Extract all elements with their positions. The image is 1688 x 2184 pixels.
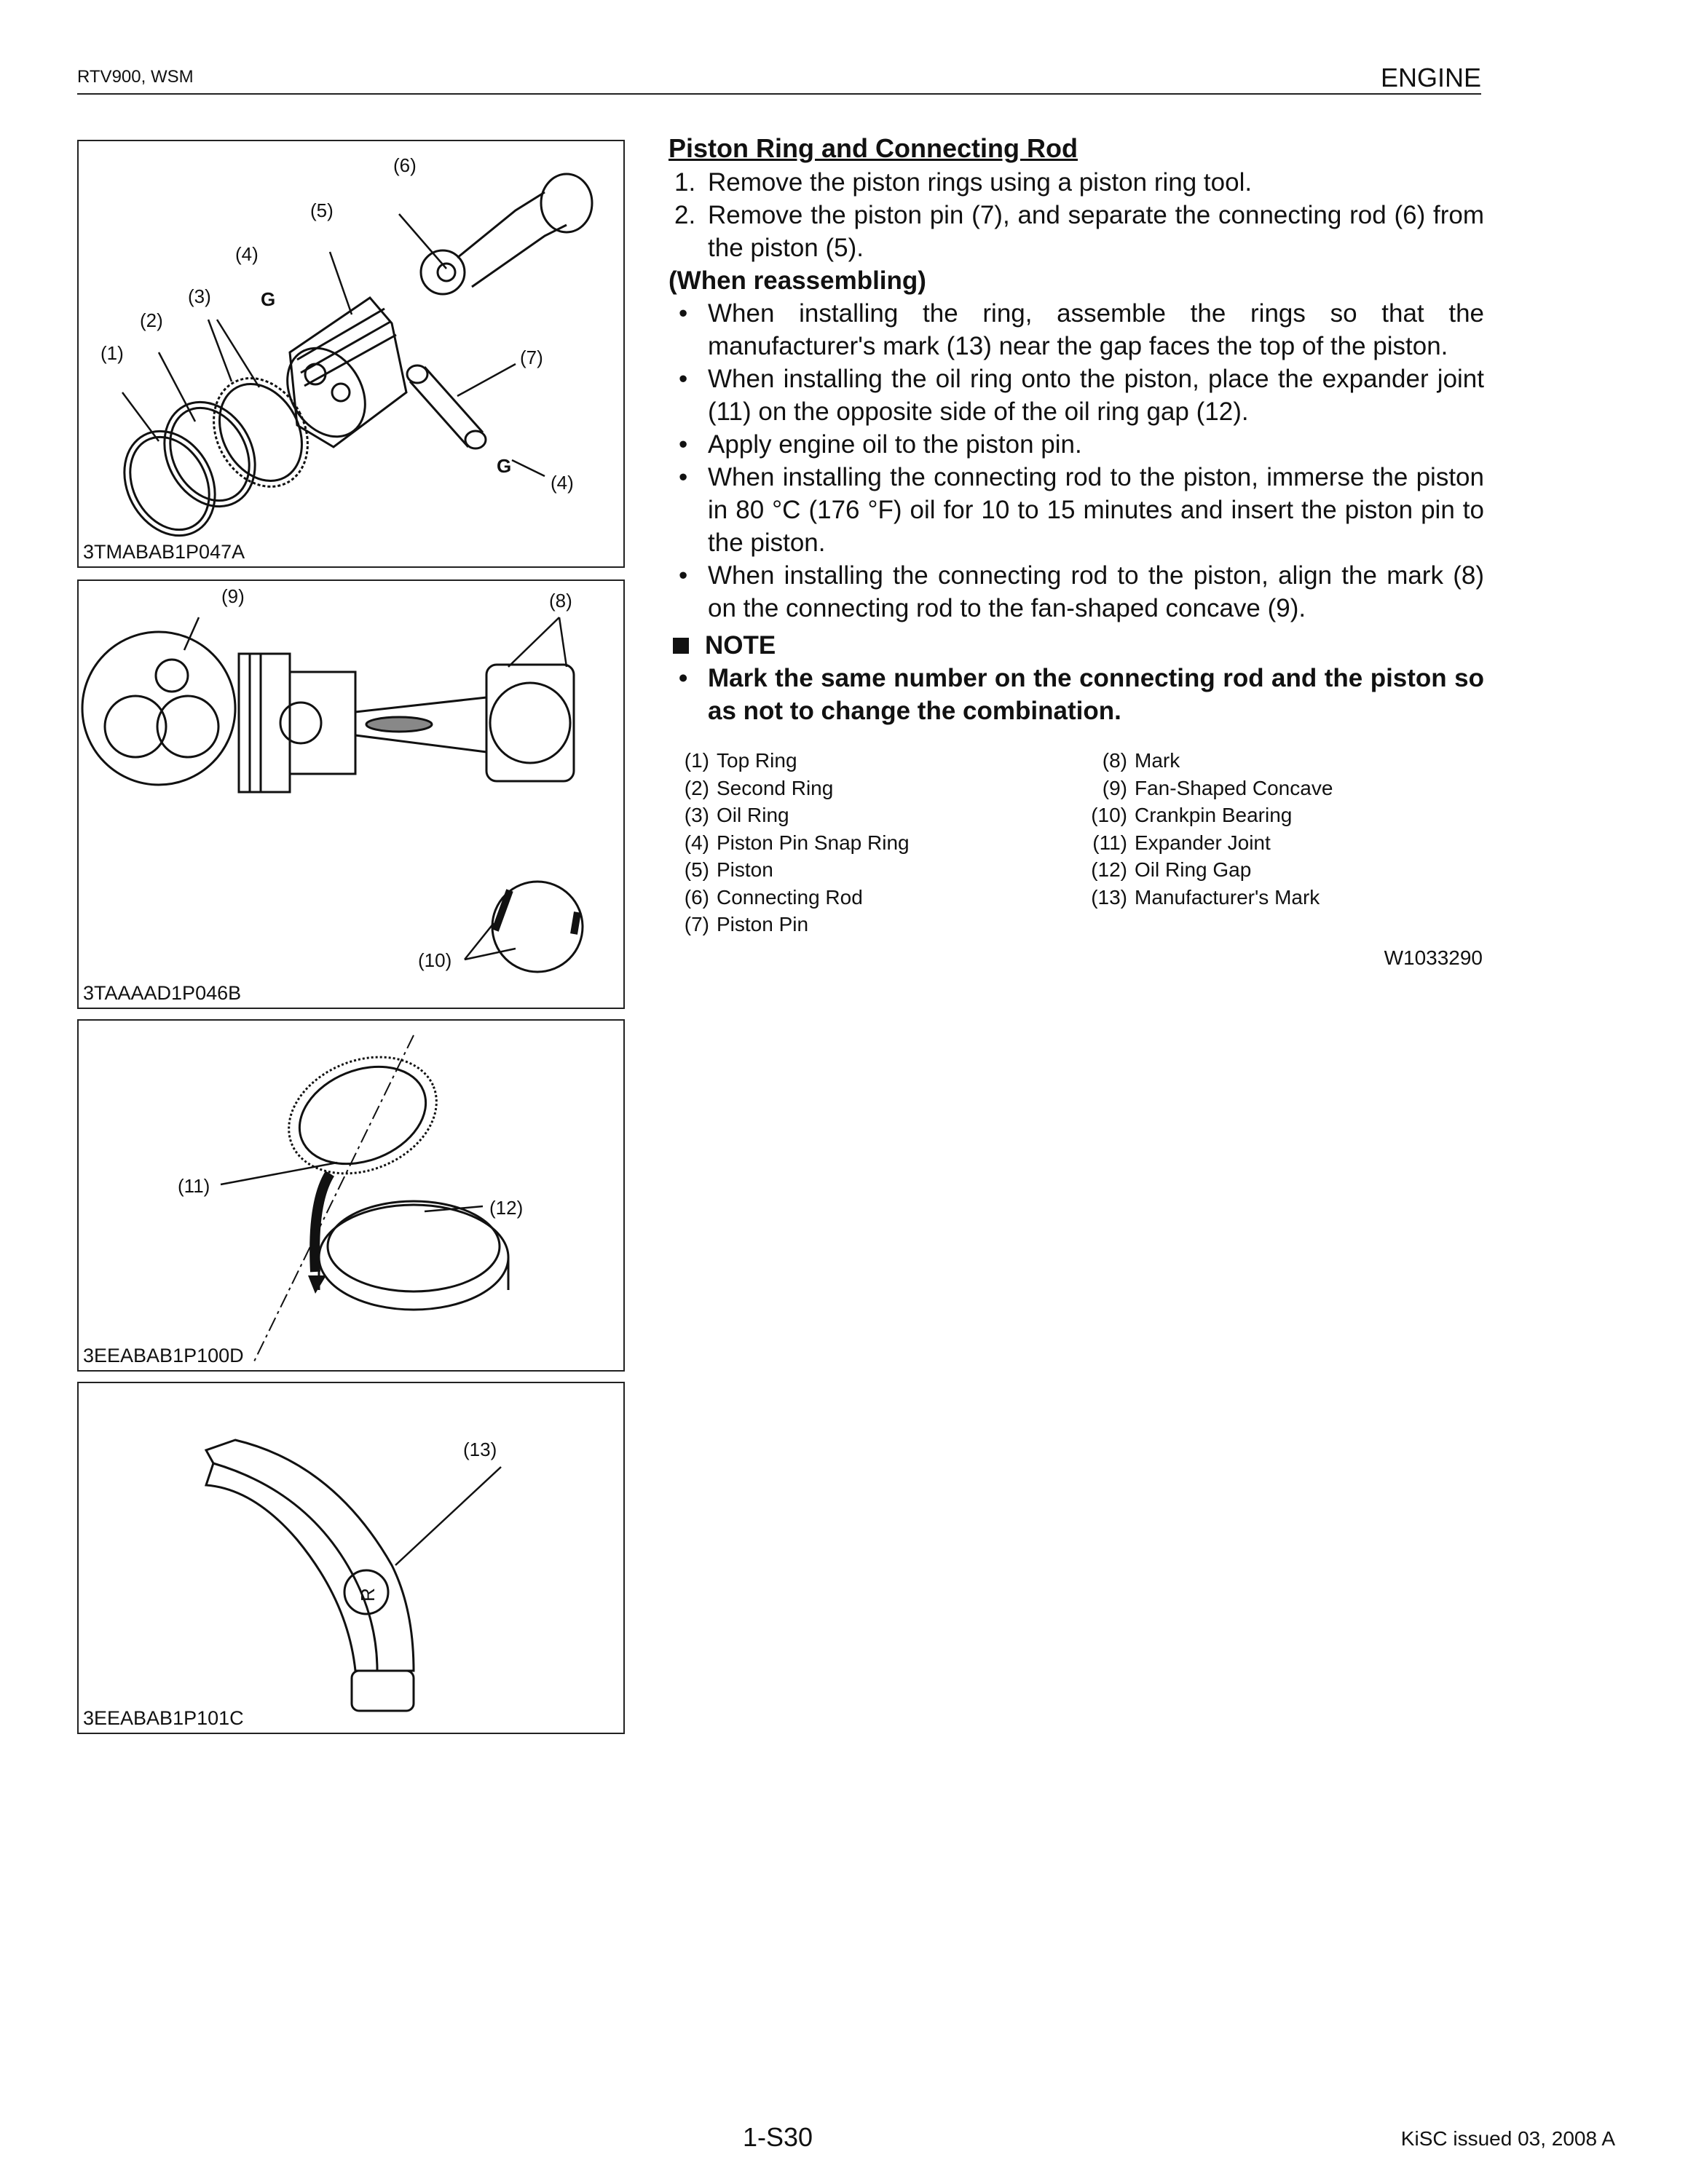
legend-item: (10) Crankpin Bearing	[1091, 804, 1293, 826]
label-8: (8)	[549, 590, 572, 612]
bullet-2: • When installing the oil ring onto the piston, place the expander joint (11) on the opposite side of the oil ring gap (12).	[679, 365, 1484, 426]
note-square-icon	[673, 638, 689, 654]
legend-item: (9) Fan-Shaped Concave	[1102, 776, 1333, 799]
label-4b: (4)	[551, 472, 574, 494]
figure-code: 3TAAAAD1P046B	[83, 982, 242, 1004]
issue-info: KiSC issued 03, 2008 A	[1400, 2127, 1615, 2150]
legend-item: (13) Manufacturer's Mark	[1091, 885, 1320, 909]
ring-segment	[206, 1463, 377, 1671]
bullet-3: • Apply engine oil to the piston pin.	[679, 430, 1082, 459]
note-heading: NOTE	[669, 629, 1484, 662]
legend-item: (11) Expander Joint	[1092, 831, 1271, 854]
figure-oil-ring	[77, 1019, 625, 1372]
reassembly-heading: (When reassembling)	[669, 266, 926, 295]
document-code: W1033290	[1384, 946, 1483, 969]
header-model: RTV900, WSM	[77, 67, 194, 87]
legend-item: (4) Piston Pin Snap Ring	[684, 831, 910, 854]
figure-code: 3TMABAB1P047A	[83, 541, 245, 563]
legend-item: (8) Mark	[1102, 749, 1180, 772]
oil-ring-illustration	[79, 1021, 623, 1370]
page-number: 1-S30	[743, 2122, 813, 2152]
legend-item: (12) Oil Ring Gap	[1091, 858, 1252, 881]
figure-rod-mark	[77, 579, 625, 1009]
rod-mark-illustration	[79, 581, 623, 1008]
label-11: (11)	[178, 1175, 210, 1197]
legend-item: (3) Oil Ring	[684, 804, 789, 826]
label-1: (1)	[100, 342, 124, 364]
header-section: ENGINE	[1380, 63, 1481, 92]
label-3: (3)	[188, 285, 211, 307]
legend-item: (7) Piston Pin	[684, 913, 809, 935]
bullet-5: • When installing the connecting rod to the piston, align the mark (8) on the connecting rod to the fan-shaped concave (9).	[679, 561, 1484, 622]
expander-ring	[272, 1036, 454, 1195]
step-1: 1. Remove the piston rings using a piston ring tool.	[674, 168, 1253, 197]
figure-code: 3EEABAB1P100D	[83, 1345, 244, 1366]
label-2: (2)	[140, 309, 163, 331]
legend-item: (2) Second Ring	[684, 776, 834, 799]
legend-item: (6) Connecting Rod	[684, 885, 863, 909]
label-12: (12)	[489, 1197, 524, 1219]
svg-text:G: G	[497, 455, 512, 477]
label-5: (5)	[310, 199, 334, 221]
figure-manufacturer-mark	[77, 1382, 625, 1734]
label-13: (13)	[463, 1439, 497, 1460]
legend-item: (1) Top Ring	[684, 749, 797, 772]
label-4: (4)	[235, 243, 259, 265]
legend-column-left	[671, 747, 910, 938]
legend-item: (5) Piston	[684, 858, 773, 881]
second-ring-shape	[147, 387, 273, 523]
note-bullet: • Mark the same number on the connecting rod and the piston so as not to change the combination.	[679, 664, 1484, 725]
bullet-1: • When installing the ring, assemble the rings so that the manufacturer's mark (13) near the gap faces the top of the piston.	[679, 299, 1484, 360]
svg-text:G: G	[261, 288, 276, 310]
label-9: (9)	[221, 585, 245, 607]
mark-letter: R	[357, 1588, 379, 1602]
label-10: (10)	[418, 949, 452, 971]
figure-code: 3EEABAB1P101C	[83, 1707, 244, 1729]
ring-mark-illustration	[79, 1383, 623, 1733]
figure-piston-exploded	[77, 140, 625, 568]
section-title: Piston Ring and Connecting Rod	[669, 133, 1078, 163]
step-2: 2. Remove the piston pin (7), and separate the connecting rod (6) from the piston (5).	[674, 201, 1484, 262]
oil-ring-shape	[195, 362, 326, 503]
procedure-text	[669, 131, 1484, 727]
label-6: (6)	[393, 154, 417, 176]
legend-column-right	[1082, 747, 1333, 911]
piston-exploded-illustration	[79, 141, 623, 566]
header-divider	[77, 93, 1481, 95]
top-ring-shape	[107, 416, 233, 552]
oil-ring-shape	[319, 1205, 508, 1310]
bullet-4: • When installing the connecting rod to the piston, immerse the piston in 80 °C (176 °F) oil for 10 to 15 minutes and insert the piston pin to the piston.	[679, 463, 1484, 557]
label-7: (7)	[520, 347, 543, 368]
